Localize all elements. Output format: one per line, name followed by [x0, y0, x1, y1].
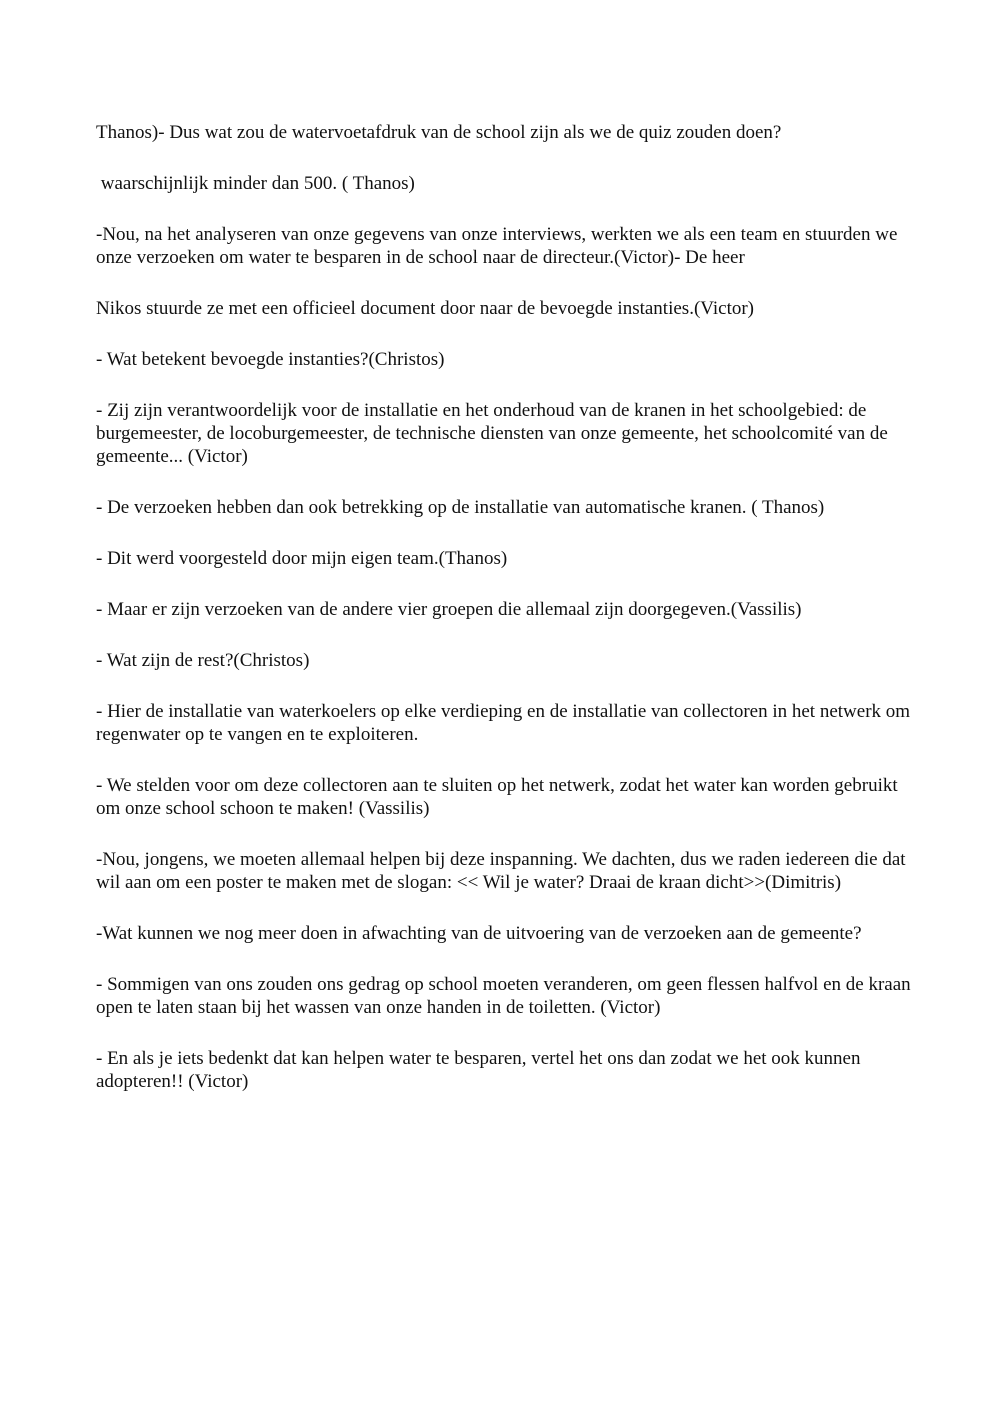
paragraph-1: Thanos)- Dus wat zou de watervoetafdruk van de school zijn als we de quiz zouden doen? — [96, 122, 782, 143]
paragraph-13: -Nou, jongens, we moeten allemaal helpen bij deze inspanning. We dachten, dus we raden iedereen die dat wil aan om een poster te maken met de slogan: << Wil je water? Draai de kraan dicht>>(Dimitris) — [96, 849, 911, 893]
paragraph-8: - Dit werd voorgesteld door mijn eigen team.(Thanos) — [96, 548, 508, 569]
paragraph-3: -Nou, na het analyseren van onze gegevens van onze interviews, werkten we als een team en stuurden we onze verzoeken om water te besparen in de school naar de directeur.(Victor)- De heer — [96, 224, 903, 268]
paragraph-2: waarschijnlijk minder dan 500. ( Thanos) — [96, 173, 415, 194]
paragraph-15: - Sommigen van ons zouden ons gedrag op school moeten veranderen, om geen flessen halfvol en de kraan open te laten staan bij het wassen van onze handen in de toiletten. (Victor) — [96, 974, 916, 1018]
paragraph-7: - De verzoeken hebben dan ook betrekking op de installatie van automatische kranen. ( Thanos) — [96, 497, 825, 518]
paragraph-11: - Hier de installatie van waterkoelers op elke verdieping en de installatie van collectoren in het netwerk om regenwater op te vangen en te exploiteren. — [96, 701, 915, 745]
paragraph-6: - Zij zijn verantwoordelijk voor de installatie en het onderhoud van de kranen in het schoolgebied: de burgemeester, de locoburgemeester, de technische diensten van onze gemeente, het schoolcomité van de gemeente... (Victor) — [96, 400, 893, 467]
paragraph-9: - Maar er zijn verzoeken van de andere vier groepen die allemaal zijn doorgegeven.(Vassilis) — [96, 599, 802, 620]
paragraph-14: -Wat kunnen we nog meer doen in afwachting van de uitvoering van de verzoeken aan de gemeente? — [96, 923, 862, 944]
paragraph-4: Nikos stuurde ze met een officieel document door naar de bevoegde instanties.(Victor) — [96, 298, 754, 319]
paragraph-5: - Wat betekent bevoegde instanties?(Christos) — [96, 349, 445, 370]
paragraph-16: - En als je iets bedenkt dat kan helpen water te besparen, vertel het ons dan zodat we het ook kunnen adopteren!! (Victor) — [96, 1048, 866, 1092]
document-body — [96, 121, 916, 1121]
paragraph-12: - We stelden voor om deze collectoren aan te sluiten op het netwerk, zodat het water kan worden gebruikt om onze school schoon te maken! (Vassilis) — [96, 775, 903, 819]
paragraph-10: - Wat zijn de rest?(Christos) — [96, 650, 310, 671]
